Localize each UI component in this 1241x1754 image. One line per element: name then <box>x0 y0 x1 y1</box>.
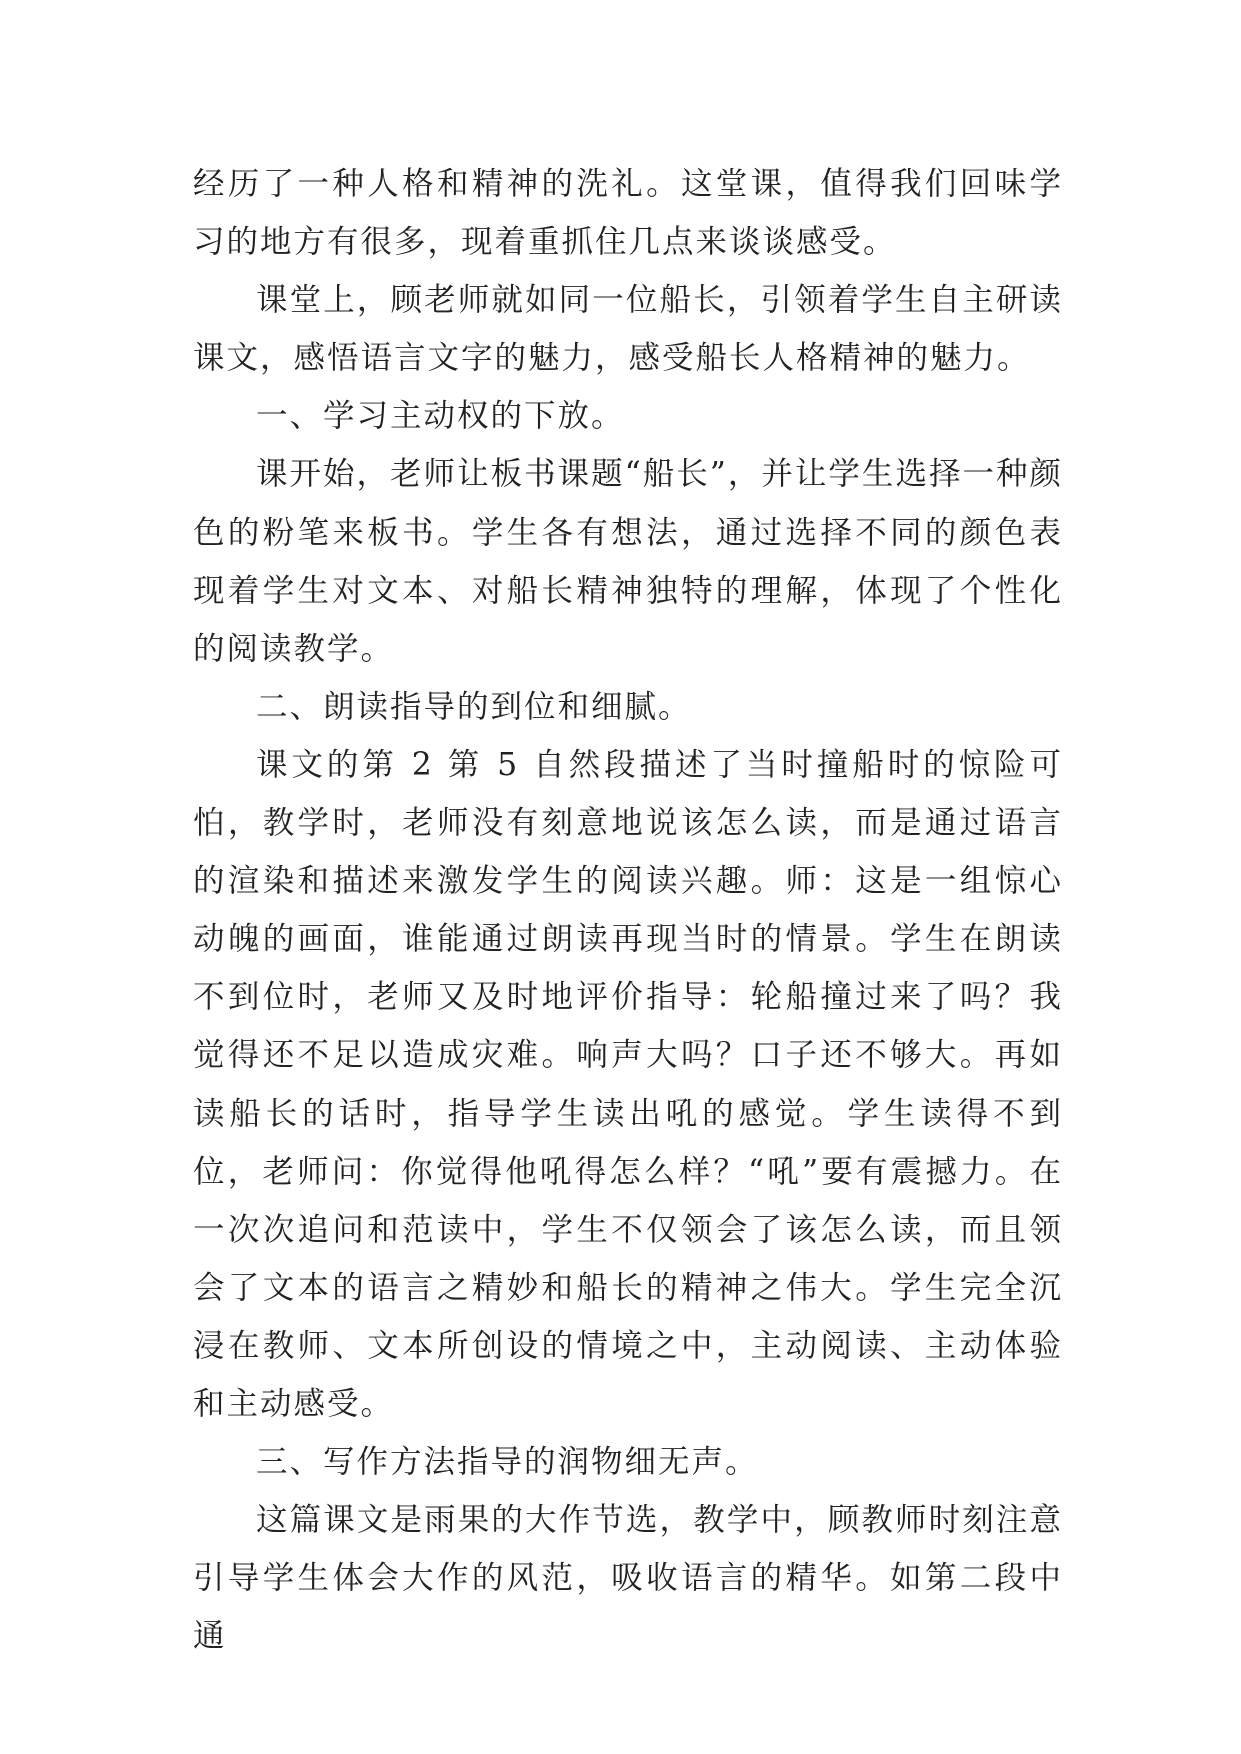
section-heading-1: 一、学习主动权的下放。 <box>256 398 625 435</box>
paragraph-5: 这篇课文是雨果的大作节选，教学中，顾教师时刻注意引导学生体会大作的风范，吸收语言的精华。如第二段中通 <box>193 1502 1063 1655</box>
section-heading-3: 三、写作方法指导的润物细无声。 <box>256 1444 759 1481</box>
document-body <box>193 155 1063 1665</box>
paragraph-1: 经历了一种人格和精神的洗礼。这堂课，值得我们回味学习的地方有很多，现着重抓住几点来谈谈感受。 <box>193 166 1063 261</box>
section-heading-2: 二、朗读指导的到位和细腻。 <box>256 688 692 725</box>
paragraph-3: 课开始，老师让板书课题“船长”，并让学生选择一种颜色的粉笔来板书。学生各有想法，通过选择不同的颜色表现着学生对文本、对船长精神独特的理解，体现了个性化的阅读教学。 <box>193 456 1063 667</box>
paragraph-2: 课堂上，顾老师就如同一位船长，引领着学生自主研读课文，感悟语言文字的魅力，感受船长人格精神的魅力。 <box>193 282 1063 377</box>
paragraph-4: 课文的第 2 第 5 自然段描述了当时撞船时的惊险可怕，教学时，老师没有刻意地说该怎么读，而是通过语言的渲染和描述来激发学生的阅读兴趣。师：这是一组惊心动魄的画面，谁能通过朗读再现当时的情景。学生在朗读不到位时，老师又及时地评价指导：轮船撞过来了吗？我觉得还不足以造成灾难。响声大吗？口子还不够大。再如读船长的话时，指导学生读出吼的感觉。学生读得不到位，老师问：你觉得他吼得怎么样？“吼”要有震撼力。在一次次追问和范读中，学生不仅领会了该怎么读，而且领会了文本的语言之精妙和船长的精神之伟大。学生完全沉浸在教师、文本所创设的情境之中，主动阅读、主动体验和主动感受。 <box>193 746 1063 1422</box>
